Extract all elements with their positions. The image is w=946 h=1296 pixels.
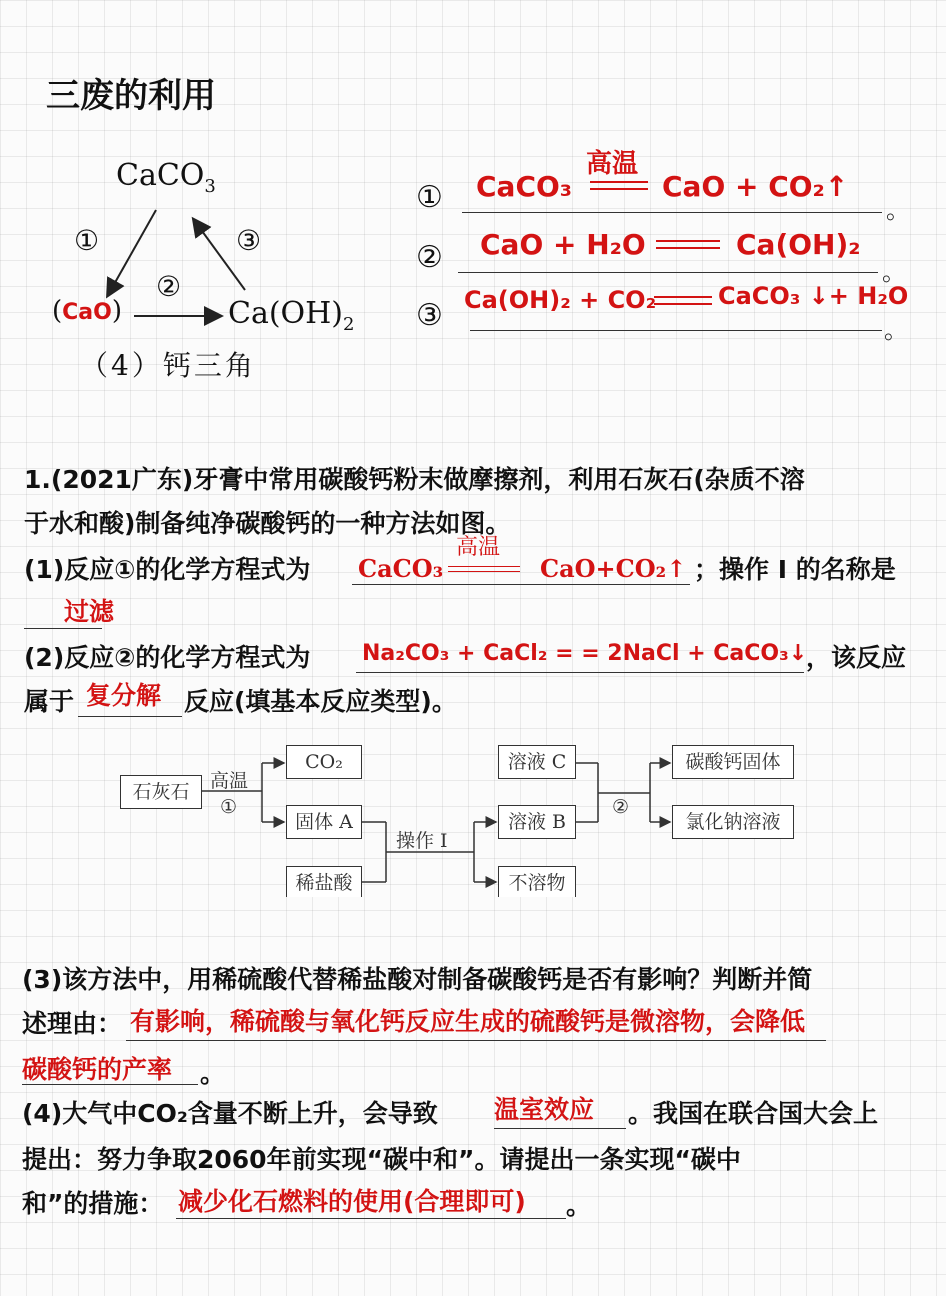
equation-1-lhs: CaCO₃ [476,170,573,203]
triangle-num-2: ② [156,270,182,303]
part-2-prompt: (2)反应②的化学方程式为 [24,643,311,672]
part-2-line2-b: 反应(填基本反应类型)。 [184,687,457,716]
flow-box-solid-a: 固体 A [286,805,362,839]
caco3-text: CaCO [116,158,205,193]
question-intro-line-1: 1.(2021广东)牙膏中常用碳酸钙粉末做摩擦剂，利用石灰石(杂质不溶 [24,465,805,494]
cao-text: CaO [62,300,112,325]
flow-box-caco3-solid: 碳酸钙固体 [672,745,794,779]
part-1-answer-rhs: CaO+CO₂↑ [540,554,687,583]
equation-2-period: 。 [882,258,906,286]
triangle-num-1: ① [74,224,100,257]
part-3-line-2-label: 述理由： [22,1009,123,1038]
caoh2-subscript: 2 [343,314,355,335]
equation-1-period: 。 [886,196,910,224]
part-4-line-2: 提出：努力争取2060年前实现“碳中和”。请提出一条实现“碳中 [22,1145,741,1174]
part-3-answer-a: 有影响，稀硫酸与氧化钙反应生成的硫酸钙是微溶物，会降低 [130,1007,806,1036]
part-4-end: 。 [566,1191,592,1220]
equation-3-lhs: Ca(OH)₂ + CO₂ [464,286,657,314]
triangle-num-3: ③ [236,224,262,257]
equation-2-number: ② [416,240,443,275]
equation-3-rhs: CaCO₃ ↓+ H₂O [718,282,909,310]
flow-box-solution-b: 溶液 B [498,805,576,839]
flow-box-insoluble: 不溶物 [498,866,576,897]
equation-3-number: ③ [416,298,443,333]
flow-label-step-2: ② [612,796,630,818]
part-2-tail: ，该反应 [806,643,907,672]
part-3-line-1: (3)该方法中，用稀硫酸代替稀盐酸对制备碳酸钙是否有影响？判断并简 [22,965,813,994]
triangle-left-label: (CaO) [52,296,123,326]
part-1-answer2: 过滤 [64,597,115,626]
part-2-answer: Na₂CO₃ + CaCl₂ = = 2NaCl + CaCO₃↓ [362,641,808,666]
flow-label-operation: 操作 I [396,830,448,852]
part-4-answer2: 减少化石燃料的使用(合理即可) [178,1187,526,1216]
equation-3-period: 。 [884,316,908,344]
part-4-line-1-a: (4)大气中CO₂含量不断上升，会导致 [22,1099,438,1128]
equation-1-number: ① [416,180,443,215]
part-1-tail: ；操作 I 的名称是 [694,555,896,584]
question-intro-line-2: 于水和酸)制备纯净碳酸钙的一种方法如图。 [24,509,511,538]
part-1-prompt: (1)反应①的化学方程式为 [24,555,311,584]
equation-2-rhs: Ca(OH)₂ [736,228,861,261]
flow-box-co2: CO₂ [286,745,362,779]
part-3-end: 。 [200,1059,226,1088]
part-4-line-3-a: 和”的措施： [22,1189,164,1218]
flow-box-solution-c: 溶液 C [498,745,576,779]
flow-box-limestone: 石灰石 [120,775,202,809]
part-1-answer-lhs: CaCO₃ [358,554,444,583]
flow-box-dilute-hcl: 稀盐酸 [286,866,362,897]
part-4-answer1: 温室效应 [494,1095,595,1124]
flow-label-step-1: ① [220,796,238,818]
page-title: 三废的利用 [46,76,216,116]
part-3-answer-b: 碳酸钙的产率 [22,1055,173,1084]
caoh2-text: Ca(OH) [228,296,344,331]
caco3-subscript: 3 [204,176,216,197]
part-2-answer2: 复分解 [86,681,162,710]
part-1-answer-condition: 高温 [456,535,501,560]
flow-box-nacl-solution: 氯化钠溶液 [672,805,794,839]
part-4-line-1-b: 。我国在联合国大会上 [628,1099,879,1128]
equation-1-rhs: CaO + CO₂↑ [662,170,849,203]
flow-label-high-temp: 高温 [210,770,249,792]
equation-2-lhs: CaO + H₂O [480,228,646,261]
part-2-line2-a: 属于 [24,687,75,716]
triangle-caption: （4）钙三角 [80,349,256,382]
equation-1-condition: 高温 [586,149,639,179]
